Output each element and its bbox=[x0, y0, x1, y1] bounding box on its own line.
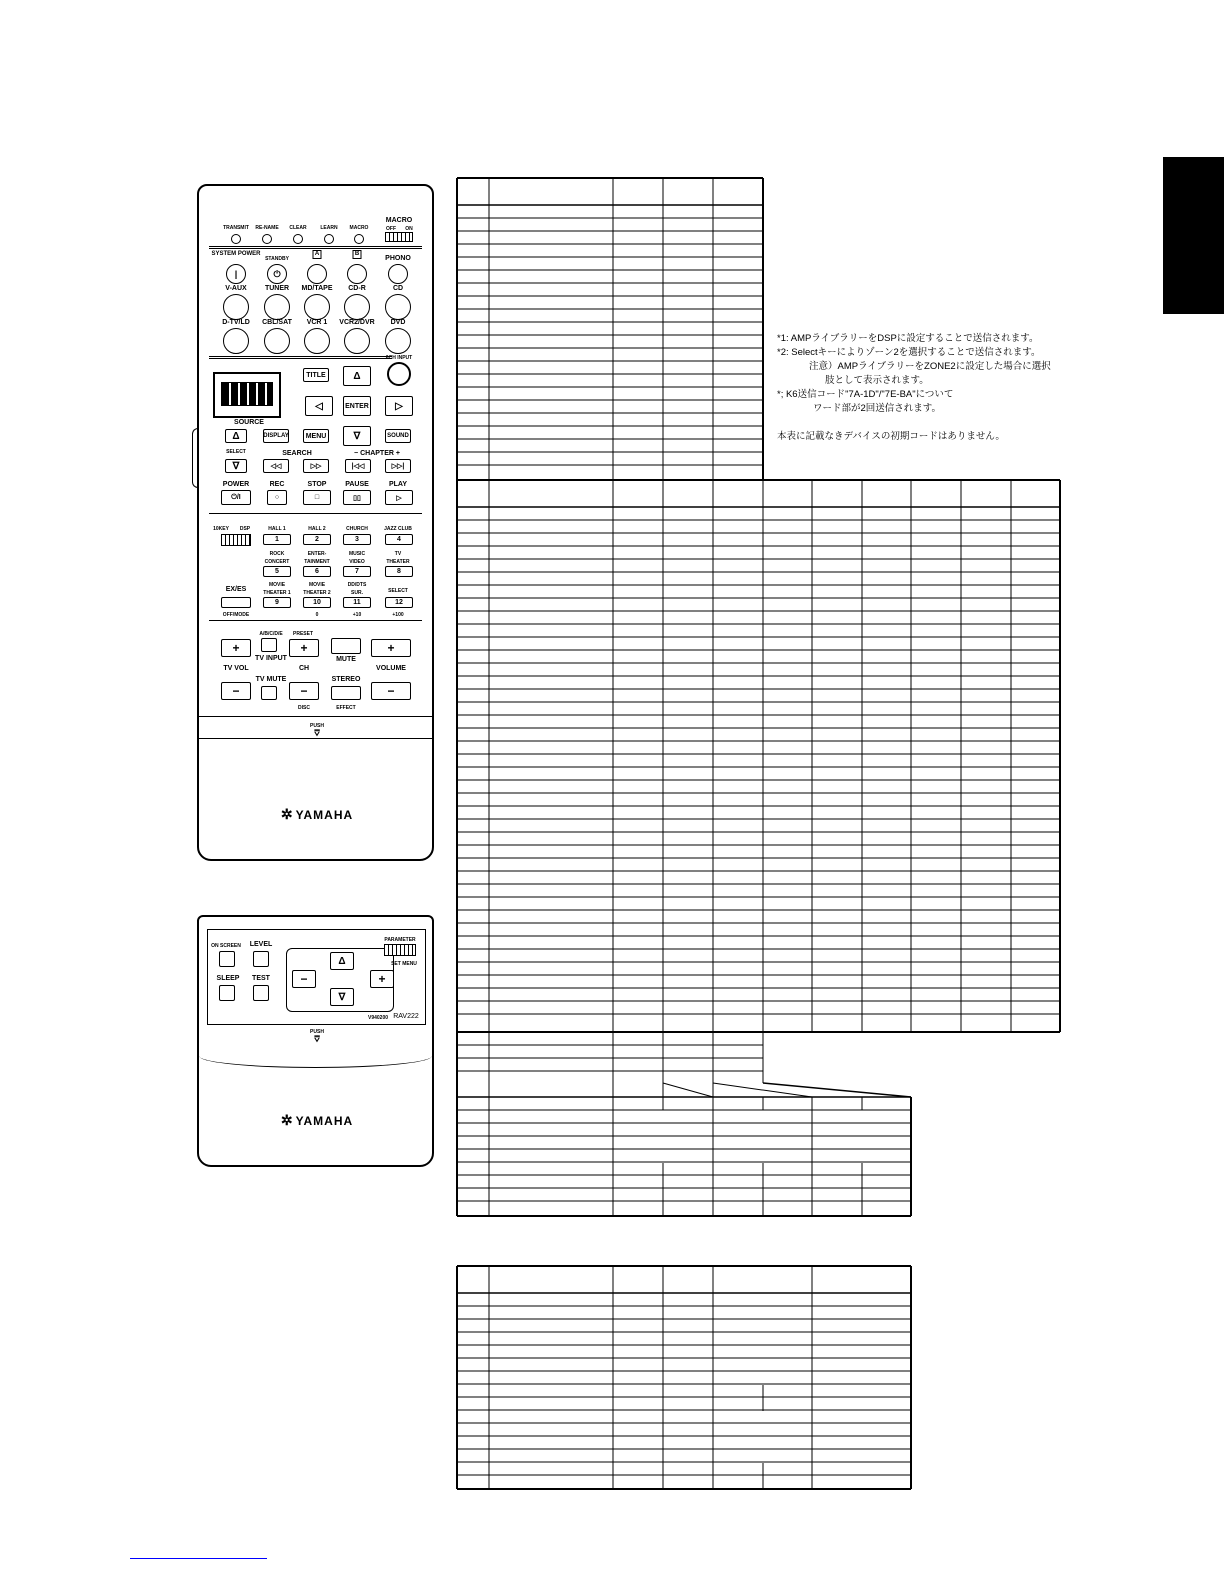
panel-minus-button[interactable]: − bbox=[292, 970, 316, 988]
stop-button[interactable]: □ bbox=[303, 490, 331, 505]
standby-button[interactable]: ⏻ bbox=[267, 264, 287, 284]
nav-up-button[interactable]: Δ bbox=[343, 366, 371, 386]
macro-on-label: ON bbox=[405, 226, 413, 232]
dsp-1-button[interactable]: 1 bbox=[263, 534, 291, 545]
mute-label: MUTE bbox=[336, 656, 356, 663]
transmit-label: TRANSMIT bbox=[223, 225, 249, 231]
level-label: LEVEL bbox=[249, 941, 273, 948]
pause-button[interactable]: ▯▯ bbox=[343, 490, 371, 505]
plus100-label: +100 bbox=[392, 612, 404, 618]
panel-push-label: PUSH bbox=[310, 1029, 324, 1035]
md-tape-label: MD/TAPE bbox=[301, 285, 333, 292]
phono-label: PHONO bbox=[385, 255, 411, 262]
macro-off-label: OFF bbox=[386, 226, 396, 232]
disc-label: DISC bbox=[298, 705, 310, 711]
volume-label: VOLUME bbox=[376, 665, 406, 672]
panel-plus-button[interactable]: + bbox=[370, 970, 394, 988]
title-button[interactable]: TITLE bbox=[303, 368, 329, 382]
tv-vol-up-button[interactable]: + bbox=[221, 639, 251, 657]
table-diagonal bbox=[713, 1083, 812, 1097]
note-1: *1: AMPライブラリーをDSPに設定することで送信されます。 bbox=[777, 333, 1039, 344]
nav-right-button[interactable]: ▷ bbox=[385, 396, 413, 416]
source-label: SOURCE bbox=[234, 419, 264, 426]
dsp-11-button[interactable]: 11 bbox=[343, 597, 371, 608]
dsp-4-button[interactable]: 4 bbox=[385, 534, 413, 545]
music-video-label: MUSIC VIDEO bbox=[348, 551, 366, 565]
hall2-label: HALL 2 bbox=[308, 526, 326, 532]
play-label: PLAY bbox=[388, 481, 408, 488]
chapter-next-button[interactable]: ▷▷| bbox=[385, 459, 411, 473]
source-up-button[interactable]: Δ bbox=[225, 429, 247, 443]
cbl-sat-label: CBL/SAT bbox=[262, 319, 292, 326]
panel-push-arrow-icon: ⩢ bbox=[314, 1034, 320, 1044]
sound-button[interactable]: SOUND bbox=[385, 429, 411, 443]
tv-mute-label: TV MUTE bbox=[255, 676, 287, 683]
ex-es-label: EX/ES bbox=[225, 586, 247, 593]
panel-down-button[interactable]: ∇ bbox=[330, 988, 354, 1006]
tuner-label: TUNER bbox=[264, 285, 290, 292]
table-diagonal bbox=[763, 1083, 911, 1097]
note-3: *; K6送信コード"7A-1D"/"7E-BA"について bbox=[777, 389, 954, 400]
hall1-label: HALL 1 bbox=[268, 526, 286, 532]
dsp-10-button[interactable]: 10 bbox=[303, 597, 331, 608]
tenkey-label: 10KEY bbox=[213, 526, 229, 532]
preset-label: PRESET bbox=[292, 631, 314, 637]
rename-label: RE-NAME bbox=[255, 225, 279, 231]
tv-input-label: TV INPUT bbox=[255, 655, 287, 662]
vcr2-dvr-label: VCR2/DVR bbox=[339, 319, 375, 326]
on-screen-label: ON SCREEN bbox=[211, 943, 241, 949]
dsp-3-button[interactable]: 3 bbox=[343, 534, 371, 545]
dsp-2-button[interactable]: 2 bbox=[303, 534, 331, 545]
stop-label: STOP bbox=[307, 481, 327, 488]
note-2: *2: Selectキーによりゾーン2を選択することで送信されます。 bbox=[777, 347, 1041, 358]
tv-vol-label: TV VOL bbox=[223, 665, 249, 672]
dsp-label: DSP bbox=[239, 526, 251, 532]
dsp-5-button[interactable]: 5 bbox=[263, 566, 291, 577]
vcr1-label: VCR 1 bbox=[306, 319, 328, 326]
yamaha-emblem-icon: ✲ bbox=[280, 806, 294, 822]
source-down-button[interactable]: ∇ bbox=[225, 459, 247, 473]
ch-up-button[interactable]: + bbox=[289, 639, 319, 657]
entertainment-label: ENTER-TAINMENT bbox=[304, 551, 330, 565]
cd-r-label: CD-R bbox=[348, 285, 366, 292]
zero-label: 0 bbox=[315, 612, 319, 618]
power-toggle-button[interactable]: ⏻/I bbox=[221, 490, 251, 505]
movie-theater2-label: MOVIE THEATER 2 bbox=[303, 582, 331, 596]
dsp-9-button[interactable]: 9 bbox=[263, 597, 291, 608]
push-arrow-icon: ⩢ bbox=[314, 728, 320, 738]
learn-label: LEARN bbox=[320, 225, 338, 231]
standby-label: STANDBY bbox=[265, 256, 289, 262]
sleep-label: SLEEP bbox=[216, 975, 240, 982]
rec-label: REC bbox=[269, 481, 285, 488]
ch-label: CH bbox=[298, 665, 310, 672]
note-2-continued: 肢として表示されます。 bbox=[825, 375, 929, 386]
parameter-label: PARAMETER bbox=[384, 937, 416, 943]
model-code-label: V940200 bbox=[367, 1015, 389, 1021]
stereo-label: STEREO bbox=[331, 676, 361, 683]
dsp-12-button[interactable]: 12 bbox=[385, 597, 413, 608]
macro-switch-title: MACRO bbox=[385, 217, 413, 224]
chapter-label: − CHAPTER + bbox=[354, 450, 400, 457]
model-label: RAV222 bbox=[393, 1013, 419, 1020]
push-label: PUSH bbox=[310, 723, 324, 729]
dsp-7-button[interactable]: 7 bbox=[343, 566, 371, 577]
church-label: CHURCH bbox=[346, 526, 368, 532]
rec-button[interactable]: ○ bbox=[267, 490, 287, 505]
six-ch-input-label: 6CH INPUT bbox=[385, 355, 413, 361]
chapter-prev-button[interactable]: |◁◁ bbox=[345, 459, 371, 473]
display-button[interactable]: DISPLAY bbox=[263, 429, 289, 443]
volume-down-button[interactable]: − bbox=[371, 682, 411, 700]
plus10-label: +10 bbox=[352, 612, 362, 618]
zone-b-label: B bbox=[354, 251, 360, 257]
rock-concert-label: ROCK CONCERT bbox=[264, 551, 290, 565]
off-mode-label: OFF/MODE bbox=[222, 612, 250, 618]
note-4: 本表に記載なきデバイスの初期コードはありません。 bbox=[777, 431, 1005, 442]
panel-yamaha-emblem-icon: ✲ bbox=[280, 1112, 294, 1128]
select-range-label: SELECT bbox=[388, 588, 408, 594]
clear-label: CLEAR bbox=[289, 225, 307, 231]
abcde-label: A/B/C/D/E bbox=[259, 631, 283, 637]
pause-label: PAUSE bbox=[345, 481, 369, 488]
search-forward-button[interactable]: ▷▷ bbox=[303, 459, 329, 473]
nav-left-button[interactable]: ◁ bbox=[305, 396, 333, 416]
note-2-caution: 注意）AMPライブラリーをZONE2に設定した場合に選択 bbox=[809, 361, 1051, 372]
zone-a-label: A bbox=[314, 251, 320, 257]
brand-text: YAMAHA bbox=[295, 808, 354, 822]
search-back-button[interactable]: ◁◁ bbox=[263, 459, 289, 473]
ch-down-button[interactable]: − bbox=[289, 682, 319, 700]
play-button[interactable]: ▷ bbox=[385, 490, 413, 505]
d-tv-ld-label: D-TV/LD bbox=[222, 319, 250, 326]
tv-vol-down-button[interactable]: − bbox=[221, 682, 251, 700]
table-diagonal bbox=[663, 1083, 713, 1097]
dsp-6-button[interactable]: 6 bbox=[303, 566, 331, 577]
set-menu-label: SET MENU bbox=[391, 961, 417, 967]
volume-up-button[interactable]: + bbox=[371, 639, 411, 657]
search-label: SEARCH bbox=[282, 450, 312, 457]
movie-theater1-label: MOVIE THEATER 1 bbox=[263, 582, 291, 596]
system-power-button[interactable]: | bbox=[226, 264, 246, 284]
macro-label: MACRO bbox=[349, 225, 369, 231]
panel-up-button[interactable]: Δ bbox=[330, 952, 354, 970]
panel-brand-text: YAMAHA bbox=[295, 1114, 354, 1128]
nav-down-button[interactable]: ∇ bbox=[343, 426, 371, 446]
test-label: TEST bbox=[252, 975, 270, 982]
system-power-label: SYSTEM POWER bbox=[211, 251, 261, 257]
dd-dts-sur-label: DD/DTS SUR. bbox=[347, 582, 367, 596]
note-3-continued: ワード部が2回送信されます。 bbox=[813, 403, 942, 414]
tv-theater-label: TV THEATER bbox=[386, 551, 410, 565]
effect-label: EFFECT bbox=[336, 705, 356, 711]
enter-button[interactable]: ENTER bbox=[343, 396, 371, 416]
footer-link-underline bbox=[130, 1558, 267, 1559]
menu-button[interactable]: MENU bbox=[303, 429, 329, 443]
dsp-8-button[interactable]: 8 bbox=[385, 566, 413, 577]
dvd-label: DVD bbox=[390, 319, 406, 326]
cd-label: CD bbox=[392, 285, 404, 292]
select-label: SELECT bbox=[226, 449, 246, 455]
jazz-club-label: JAZZ CLUB bbox=[384, 526, 412, 532]
v-aux-label: V-AUX bbox=[225, 285, 247, 292]
power-label: POWER bbox=[222, 481, 250, 488]
